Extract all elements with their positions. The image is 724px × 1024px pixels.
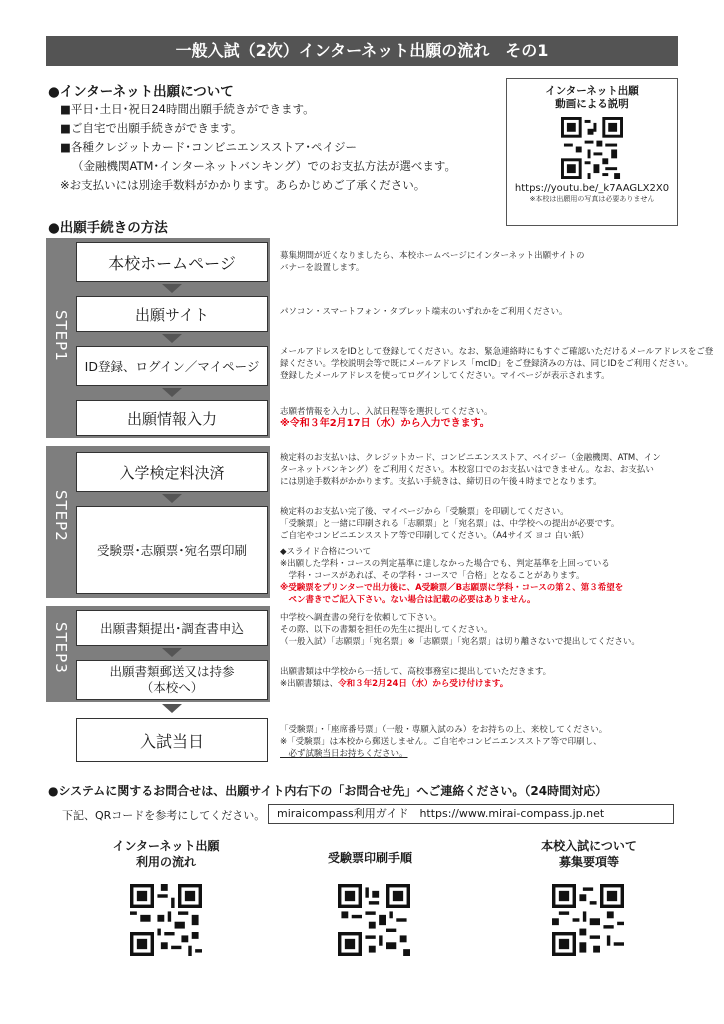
contact-heading: ●システムに関するお問合せは、出願サイト内右下の「お問合せ先」へご連絡ください。（24時間対応）: [48, 784, 608, 798]
down-arrow-icon: [162, 704, 182, 713]
down-arrow-icon: [162, 334, 182, 343]
step-mail-documents: 出願書類郵送又は持参 （本校へ）: [76, 660, 268, 700]
down-arrow-icon: [162, 648, 182, 657]
step-application-site: 出願サイト: [76, 296, 268, 332]
step-info-input: 出願情報入力: [76, 400, 268, 436]
qr-code-guidelines-icon[interactable]: [552, 884, 624, 956]
video-url-link[interactable]: https://youtu.be/_k7AAGLX2X0: [514, 183, 670, 194]
video-title: インターネット出願 動画による説明: [545, 85, 639, 110]
desc-mail-documents: 出願書類は中学校から一括して、高校事務室に提出していただきます。 ※出願書類は、令和３年2月24日（水）から受け付けます。: [280, 667, 552, 689]
guide-link[interactable]: miraicompass利用ガイド https://www.mirai-compass.jp.net: [268, 804, 674, 824]
about-heading: ●インターネット出願について: [48, 84, 234, 100]
step-submit-documents: 出願書類提出･調査書申込: [76, 610, 268, 646]
qr-label-print: 受験票印刷手順: [327, 851, 412, 865]
desc-application-site: パソコン・スマートフォン・タブレット端末のいずれかをご利用ください。: [280, 307, 568, 317]
desc-homepage: 募集期間が近くなりましたら、本校ホームページにインターネット出願サイトの バナーを設置します。: [280, 251, 585, 273]
desc-submit-documents: 中学校へ調査書の発行を依頼して下さい。 その際、以下の書類を担任の先生に提出してください。 （一般入試）「志願票」「宛名票」※「志願票」「宛名票」は切り離さないで提出してください。: [280, 613, 640, 647]
video-qr-code-icon[interactable]: [561, 117, 623, 179]
video-qr-box: [506, 78, 678, 226]
about-bullet: ■平日･土日･祝日24時間出願手続きができます。: [60, 102, 315, 116]
about-bullet: ※お支払いには別途手数料がかかります。あらかじめご了承ください。: [60, 178, 426, 192]
desc-exam-day: 「受験票」・「座席番号票」（一般・専願入試のみ）をお持ちの上、来校してください。 ※「受験票」は本校から郵送しません。ご自宅やコンビニエンスストア等で印刷し、 必ず試験当日お持ちください。: [280, 725, 608, 759]
qr-label-guidelines: 本校入試について 募集要項等: [541, 839, 637, 869]
qr-label-flow: インターネット出願 利用の流れ: [112, 839, 220, 869]
step-id-login: ID登録、ログイン／マイページ: [76, 346, 268, 386]
step-print-tickets: 受験票･志願票･宛名票印刷: [76, 506, 268, 594]
desc-print-tickets: 検定料のお支払い完了後、マイページから「受験票」を印刷してください。 「受験票」と一緒に印刷される「志願票」と「宛名票」は、中学校への提出が必要です。 ご自宅やコンビニエンスストア等で印刷してください。（A4サイズ ヨコ 白い紙） ◆スライド合格について ※出願した学科・コースの判定基準に達しなかった場合でも、判定基準を上回っている 学科・コースがあれば、その学科・コースで「合格」となることがあります。 ※受験票をプリンターで出力後に、A受験票／B志願票に学科・コースの第２、第３希望を ペン書きでご記入下さい。ない場合は記載の必要はありません。: [280, 507, 624, 605]
contact-ref-text: 下記、QRコードを参考にしてください。: [62, 809, 266, 822]
step1-label: STEP1: [52, 310, 70, 362]
step-homepage: 本校ホームページ: [76, 242, 268, 282]
down-arrow-icon: [162, 284, 182, 293]
desc-info-input: 志願者情報を入力し、入試日程等を選択してください。 ※令和３年2月17日（水）から入力できます。: [280, 407, 493, 429]
about-bullet: ■ご自宅で出願手続きができます。: [60, 121, 243, 135]
down-arrow-icon: [162, 494, 182, 503]
desc-id-login: メールアドレスをIDとして登録してください。なお、緊急連絡時にもすぐご確認いただけるメールアドレスをご登 録ください。学校説明会等で既にメールアドレス「mcID」をご登録済みの方は、同じIDをご利用ください。 登録したメールアドレスを使ってログインしてください。マイページが表示されます。: [280, 347, 714, 381]
step-fee-payment: 入学検定料決済: [76, 452, 268, 492]
down-arrow-icon: [162, 388, 182, 397]
method-heading: ●出願手続きの方法: [48, 220, 168, 236]
photo-note: ※本校は出願用の写真は必要ありません: [529, 195, 655, 203]
page-title: 一般入試（2次）インターネット出願の流れ その1: [46, 36, 678, 66]
step2-label: STEP2: [52, 490, 70, 542]
step3-label: STEP3: [52, 622, 70, 674]
about-bullet-list: [60, 100, 456, 195]
about-bullet: （金融機関ATM･インターネットバンキング）でのお支払方法が選べます。: [72, 159, 456, 173]
step-exam-day: 入試当日: [76, 718, 268, 762]
qr-code-print-icon[interactable]: [338, 884, 410, 956]
qr-code-flow-icon[interactable]: [130, 884, 202, 956]
about-bullet: ■各種クレジットカード･コンビニエンスストア･ペイジー: [60, 140, 358, 154]
desc-fee-payment: 検定料のお支払いは、クレジットカード、コンビニエンスストア、ペイジー（金融機関、ATM、イン ターネットバンキング）をご利用ください。本校窓口でのお支払いはできません。なお、お支払い には別途手数料がかかります。支払い手続きは、締切日の午後４時までとなります。: [280, 453, 661, 487]
